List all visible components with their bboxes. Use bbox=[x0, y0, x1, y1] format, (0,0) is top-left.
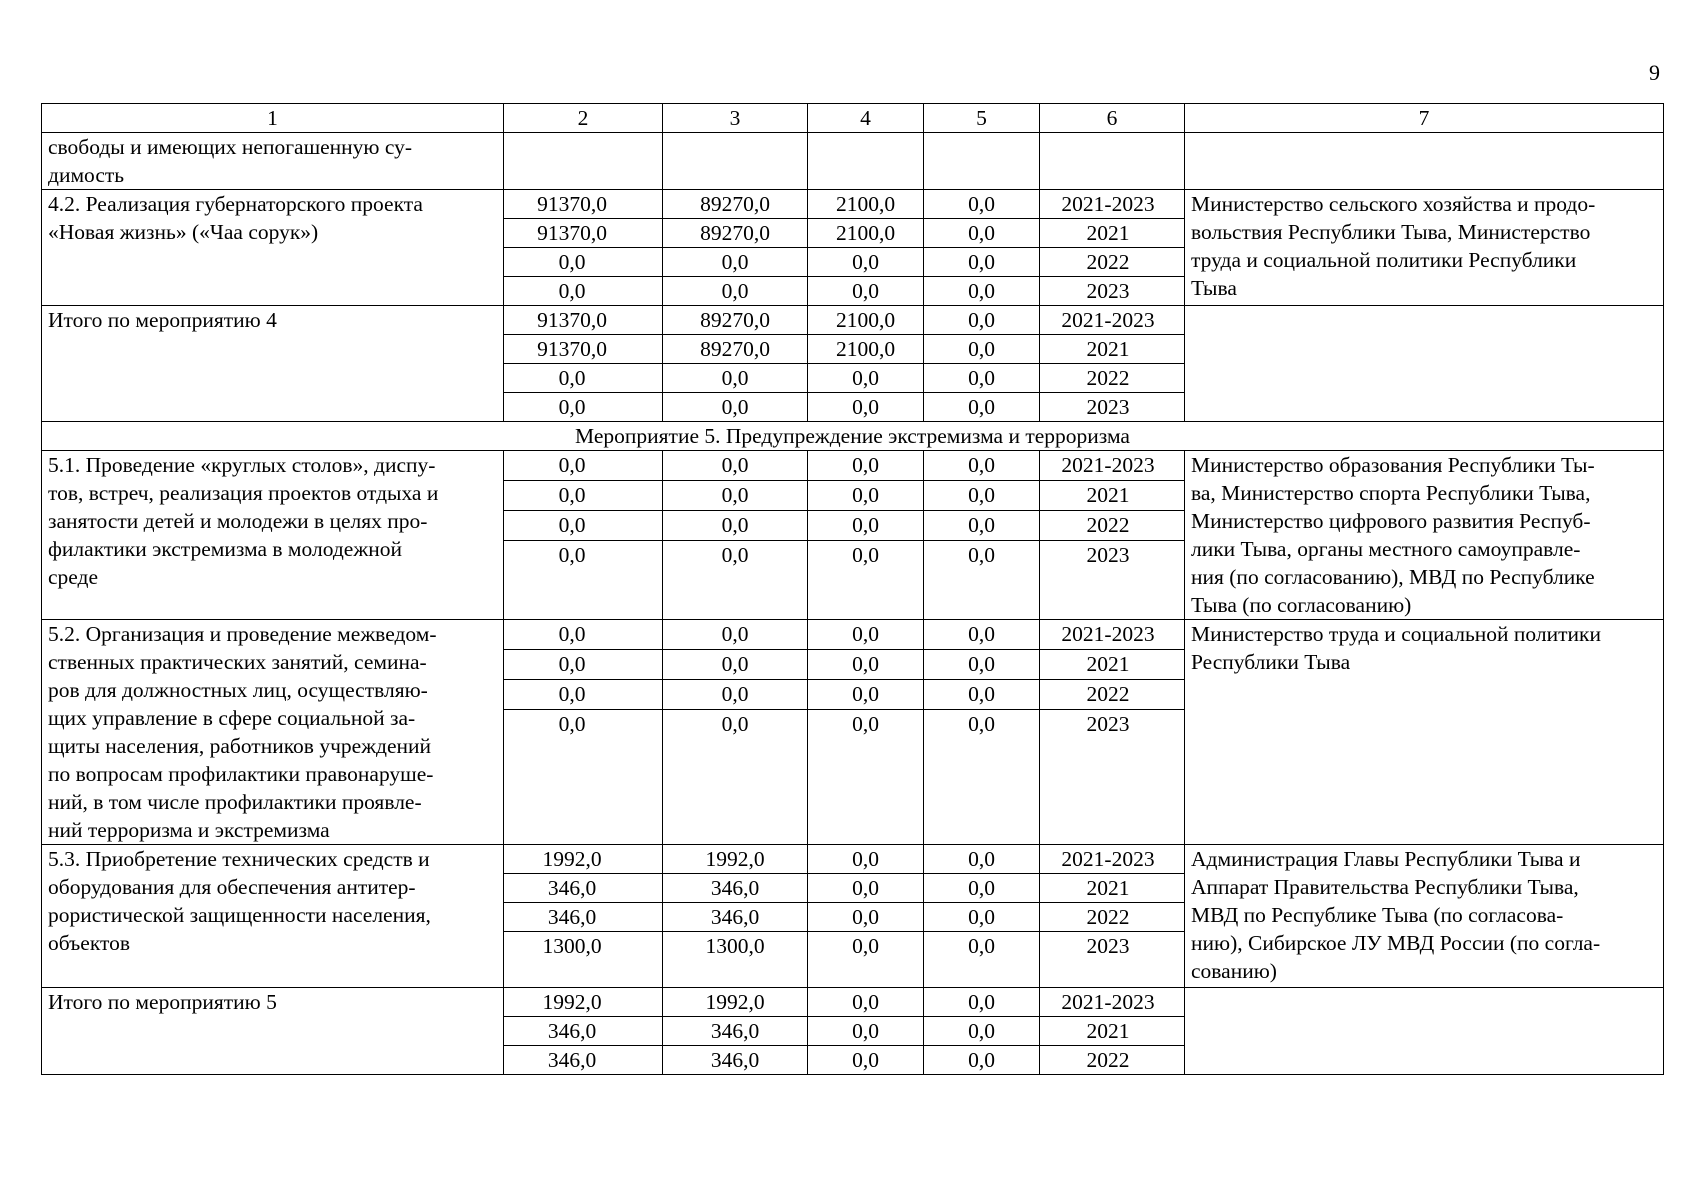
description-line: ственных практических занятий, семина- bbox=[48, 650, 427, 674]
republic-budget-value: 0,0 bbox=[663, 393, 808, 422]
period-value: 2023 bbox=[1040, 709, 1185, 844]
republic-budget-value: 346,0 bbox=[663, 874, 808, 903]
responsible-line: сованию) bbox=[1191, 959, 1277, 983]
other-sources-value: 0,0 bbox=[924, 1017, 1040, 1046]
responsible-line: Аппарат Правительства Республики Тыва, bbox=[1191, 875, 1579, 899]
republic-budget-value: 0,0 bbox=[663, 649, 808, 679]
period-value: 2021-2023 bbox=[1040, 306, 1185, 335]
other-sources-value: 0,0 bbox=[924, 306, 1040, 335]
table-row bbox=[42, 190, 1664, 219]
table-row bbox=[42, 306, 1664, 335]
responsible-executors bbox=[1185, 190, 1664, 306]
other-sources-value: 0,0 bbox=[924, 335, 1040, 364]
federal-budget-value: 0,0 bbox=[808, 874, 924, 903]
total-value: 346,0 bbox=[504, 1046, 663, 1075]
federal-budget-value: 2100,0 bbox=[808, 335, 924, 364]
responsible-executors bbox=[1185, 133, 1664, 190]
period-value: 2021-2023 bbox=[1040, 190, 1185, 219]
republic-budget-value: 0,0 bbox=[663, 481, 808, 511]
period-value: 2022 bbox=[1040, 903, 1185, 932]
federal-budget-value: 0,0 bbox=[808, 845, 924, 874]
period-value: 2022 bbox=[1040, 679, 1185, 709]
other-sources-value: 0,0 bbox=[924, 248, 1040, 277]
total-value: 0,0 bbox=[504, 277, 663, 306]
period-value: 2022 bbox=[1040, 511, 1185, 541]
description-line: «Новая жизнь» («Чаа сорук») bbox=[48, 220, 319, 244]
federal-budget-value: 0,0 bbox=[808, 364, 924, 393]
total-value: 91370,0 bbox=[504, 219, 663, 248]
republic-budget-value: 0,0 bbox=[663, 709, 808, 844]
other-sources-value: 0,0 bbox=[924, 190, 1040, 219]
total-value: 1992,0 bbox=[504, 988, 663, 1017]
description-line: ний терроризма и экстремизма bbox=[48, 818, 330, 842]
measure-description bbox=[42, 133, 504, 190]
measure-description bbox=[42, 845, 504, 988]
description-line: ров для должностных лиц, осуществляю- bbox=[48, 678, 428, 702]
header-col-1: 1 bbox=[42, 104, 504, 133]
federal-budget-value: 0,0 bbox=[808, 903, 924, 932]
description-line: свободы и имеющих непогашенную су- bbox=[48, 135, 413, 159]
period-value: 2022 bbox=[1040, 1046, 1185, 1075]
federal-budget-value bbox=[808, 133, 924, 190]
other-sources-value: 0,0 bbox=[924, 1046, 1040, 1075]
responsible-line: лики Тыва, органы местного самоуправле- bbox=[1191, 537, 1581, 561]
measure-description bbox=[42, 620, 504, 845]
other-sources-value: 0,0 bbox=[924, 845, 1040, 874]
republic-budget-value: 89270,0 bbox=[663, 335, 808, 364]
period-value: 2022 bbox=[1040, 248, 1185, 277]
responsible-line: ния (по согласованию), МВД по Республике bbox=[1191, 565, 1595, 589]
period-value: 2021 bbox=[1040, 219, 1185, 248]
responsible-line: Тыва (по согласованию) bbox=[1191, 593, 1412, 617]
total-value: 91370,0 bbox=[504, 335, 663, 364]
page-number: 9 bbox=[1649, 60, 1660, 85]
description-line: щиты населения, работников учреждений bbox=[48, 734, 432, 758]
total-value: 0,0 bbox=[504, 679, 663, 709]
measure-description bbox=[42, 306, 504, 422]
description-line: 5.3. Приобретение технических средств и bbox=[48, 847, 430, 871]
federal-budget-value: 0,0 bbox=[808, 248, 924, 277]
federal-budget-value: 0,0 bbox=[808, 1017, 924, 1046]
description-line: щих управление в сфере социальной за- bbox=[48, 706, 416, 730]
responsible-line: Министерство цифрового развития Респуб- bbox=[1191, 509, 1591, 533]
table-row bbox=[42, 133, 1664, 190]
other-sources-value: 0,0 bbox=[924, 709, 1040, 844]
republic-budget-value: 346,0 bbox=[663, 903, 808, 932]
header-col-6: 6 bbox=[1040, 104, 1185, 133]
period-value: 2023 bbox=[1040, 277, 1185, 306]
table-body bbox=[42, 133, 1664, 1075]
total-value: 91370,0 bbox=[504, 306, 663, 335]
period-value: 2021-2023 bbox=[1040, 988, 1185, 1017]
republic-budget-value: 346,0 bbox=[663, 1046, 808, 1075]
republic-budget-value: 1992,0 bbox=[663, 988, 808, 1017]
other-sources-value: 0,0 bbox=[924, 874, 1040, 903]
responsible-executors bbox=[1185, 988, 1664, 1075]
republic-budget-value: 0,0 bbox=[663, 451, 808, 481]
federal-budget-value: 2100,0 bbox=[808, 306, 924, 335]
total-value: 0,0 bbox=[504, 364, 663, 393]
republic-budget-value: 0,0 bbox=[663, 511, 808, 541]
period-value: 2021-2023 bbox=[1040, 451, 1185, 481]
republic-budget-value: 0,0 bbox=[663, 679, 808, 709]
period-value: 2023 bbox=[1040, 932, 1185, 988]
republic-budget-value: 346,0 bbox=[663, 1017, 808, 1046]
table-row bbox=[42, 451, 1664, 481]
total-value: 1300,0 bbox=[504, 932, 663, 988]
other-sources-value: 0,0 bbox=[924, 620, 1040, 650]
header-col-5: 5 bbox=[924, 104, 1040, 133]
responsible-line: Министерство образования Республики Ты- bbox=[1191, 453, 1595, 477]
federal-budget-value: 0,0 bbox=[808, 649, 924, 679]
responsible-line: Министерство сельского хозяйства и продо- bbox=[1191, 192, 1596, 216]
other-sources-value: 0,0 bbox=[924, 541, 1040, 620]
description-line: ний, в том числе профилактики проявле- bbox=[48, 790, 422, 814]
total-value: 0,0 bbox=[504, 709, 663, 844]
description-line: среде bbox=[48, 565, 99, 589]
section-title: Мероприятие 5. Предупреждение экстремизма и терроризма bbox=[42, 422, 1664, 451]
federal-budget-value: 0,0 bbox=[808, 620, 924, 650]
other-sources-value: 0,0 bbox=[924, 932, 1040, 988]
federal-budget-value: 0,0 bbox=[808, 988, 924, 1017]
total-value: 0,0 bbox=[504, 541, 663, 620]
other-sources-value bbox=[924, 133, 1040, 190]
other-sources-value: 0,0 bbox=[924, 649, 1040, 679]
responsible-line: Администрация Главы Республики Тыва и bbox=[1191, 847, 1581, 871]
total-value: 0,0 bbox=[504, 649, 663, 679]
other-sources-value: 0,0 bbox=[924, 451, 1040, 481]
period-value: 2021-2023 bbox=[1040, 845, 1185, 874]
responsible-executors bbox=[1185, 306, 1664, 422]
other-sources-value: 0,0 bbox=[924, 219, 1040, 248]
republic-budget-value: 0,0 bbox=[663, 541, 808, 620]
responsible-line: вольствия Республики Тыва, Министерство bbox=[1191, 220, 1591, 244]
table-row bbox=[42, 988, 1664, 1017]
period-value bbox=[1040, 133, 1185, 190]
period-value: 2021 bbox=[1040, 649, 1185, 679]
republic-budget-value: 89270,0 bbox=[663, 219, 808, 248]
description-line: Итого по мероприятию 4 bbox=[48, 308, 277, 332]
responsible-line: нию), Сибирское ЛУ МВД России (по согла- bbox=[1191, 931, 1601, 955]
period-value: 2023 bbox=[1040, 393, 1185, 422]
period-value: 2022 bbox=[1040, 364, 1185, 393]
table-row bbox=[42, 845, 1664, 874]
federal-budget-value: 0,0 bbox=[808, 679, 924, 709]
other-sources-value: 0,0 bbox=[924, 679, 1040, 709]
responsible-executors bbox=[1185, 845, 1664, 988]
description-line: димость bbox=[48, 163, 125, 187]
responsible-line: Тыва bbox=[1191, 276, 1237, 300]
description-line: рористической защищенности населения, bbox=[48, 903, 431, 927]
header-col-4: 4 bbox=[808, 104, 924, 133]
period-value: 2023 bbox=[1040, 541, 1185, 620]
total-value: 346,0 bbox=[504, 874, 663, 903]
republic-budget-value: 0,0 bbox=[663, 364, 808, 393]
description-line: по вопросам профилактики правонаруше- bbox=[48, 762, 434, 786]
period-value: 2021 bbox=[1040, 481, 1185, 511]
description-line: Итого по мероприятию 5 bbox=[48, 990, 277, 1014]
description-line: занятости детей и молодежи в целях про- bbox=[48, 509, 428, 533]
header-col-7: 7 bbox=[1185, 104, 1664, 133]
total-value: 0,0 bbox=[504, 511, 663, 541]
federal-budget-value: 0,0 bbox=[808, 277, 924, 306]
description-line: оборудования для обеспечения антитер- bbox=[48, 875, 416, 899]
federal-budget-value: 0,0 bbox=[808, 511, 924, 541]
total-value: 0,0 bbox=[504, 620, 663, 650]
description-line: 5.2. Организация и проведение межведом- bbox=[48, 622, 437, 646]
description-line: объектов bbox=[48, 931, 130, 955]
federal-budget-value: 0,0 bbox=[808, 932, 924, 988]
federal-budget-value: 0,0 bbox=[808, 481, 924, 511]
total-value: 0,0 bbox=[504, 451, 663, 481]
description-line: 5.1. Проведение «круглых столов», диспу- bbox=[48, 453, 436, 477]
federal-budget-value: 2100,0 bbox=[808, 219, 924, 248]
responsible-line: ва, Министерство спорта Республики Тыва, bbox=[1191, 481, 1591, 505]
total-value: 346,0 bbox=[504, 903, 663, 932]
responsible-line: Республики Тыва bbox=[1191, 650, 1351, 674]
federal-budget-value: 0,0 bbox=[808, 451, 924, 481]
description-line: тов, встреч, реализация проектов отдыха и bbox=[48, 481, 439, 505]
republic-budget-value: 0,0 bbox=[663, 277, 808, 306]
period-value: 2021 bbox=[1040, 874, 1185, 903]
description-line: 4.2. Реализация губернаторского проекта bbox=[48, 192, 423, 216]
total-value: 0,0 bbox=[504, 248, 663, 277]
period-value: 2021-2023 bbox=[1040, 620, 1185, 650]
total-value: 1992,0 bbox=[504, 845, 663, 874]
section-row bbox=[42, 422, 1664, 451]
measure-description bbox=[42, 451, 504, 620]
other-sources-value: 0,0 bbox=[924, 903, 1040, 932]
other-sources-value: 0,0 bbox=[924, 364, 1040, 393]
responsible-line: Министерство труда и социальной политики bbox=[1191, 622, 1601, 646]
responsible-line: МВД по Республике Тыва (по согласова- bbox=[1191, 903, 1564, 927]
federal-budget-value: 2100,0 bbox=[808, 190, 924, 219]
other-sources-value: 0,0 bbox=[924, 481, 1040, 511]
federal-budget-value: 0,0 bbox=[808, 709, 924, 844]
measure-description bbox=[42, 988, 504, 1075]
total-value: 0,0 bbox=[504, 393, 663, 422]
republic-budget-value: 0,0 bbox=[663, 248, 808, 277]
other-sources-value: 0,0 bbox=[924, 393, 1040, 422]
republic-budget-value: 89270,0 bbox=[663, 306, 808, 335]
republic-budget-value: 1300,0 bbox=[663, 932, 808, 988]
federal-budget-value: 0,0 bbox=[808, 1046, 924, 1075]
federal-budget-value: 0,0 bbox=[808, 541, 924, 620]
total-value: 91370,0 bbox=[504, 190, 663, 219]
republic-budget-value: 89270,0 bbox=[663, 190, 808, 219]
header-row bbox=[42, 104, 1664, 133]
responsible-executors bbox=[1185, 620, 1664, 845]
republic-budget-value: 1992,0 bbox=[663, 845, 808, 874]
republic-budget-value bbox=[663, 133, 808, 190]
period-value: 2021 bbox=[1040, 335, 1185, 364]
other-sources-value: 0,0 bbox=[924, 277, 1040, 306]
total-value: 346,0 bbox=[504, 1017, 663, 1046]
header-col-2: 2 bbox=[504, 104, 663, 133]
federal-budget-value: 0,0 bbox=[808, 393, 924, 422]
measure-description bbox=[42, 190, 504, 306]
republic-budget-value: 0,0 bbox=[663, 620, 808, 650]
budget-table bbox=[41, 103, 1664, 1075]
other-sources-value: 0,0 bbox=[924, 988, 1040, 1017]
responsible-executors bbox=[1185, 451, 1664, 620]
total-value bbox=[504, 133, 663, 190]
responsible-line: труда и социальной политики Республики bbox=[1191, 248, 1577, 272]
header-col-3: 3 bbox=[663, 104, 808, 133]
table-row bbox=[42, 620, 1664, 650]
description-line: филактики экстремизма в молодежной bbox=[48, 537, 402, 561]
total-value: 0,0 bbox=[504, 481, 663, 511]
other-sources-value: 0,0 bbox=[924, 511, 1040, 541]
period-value: 2021 bbox=[1040, 1017, 1185, 1046]
